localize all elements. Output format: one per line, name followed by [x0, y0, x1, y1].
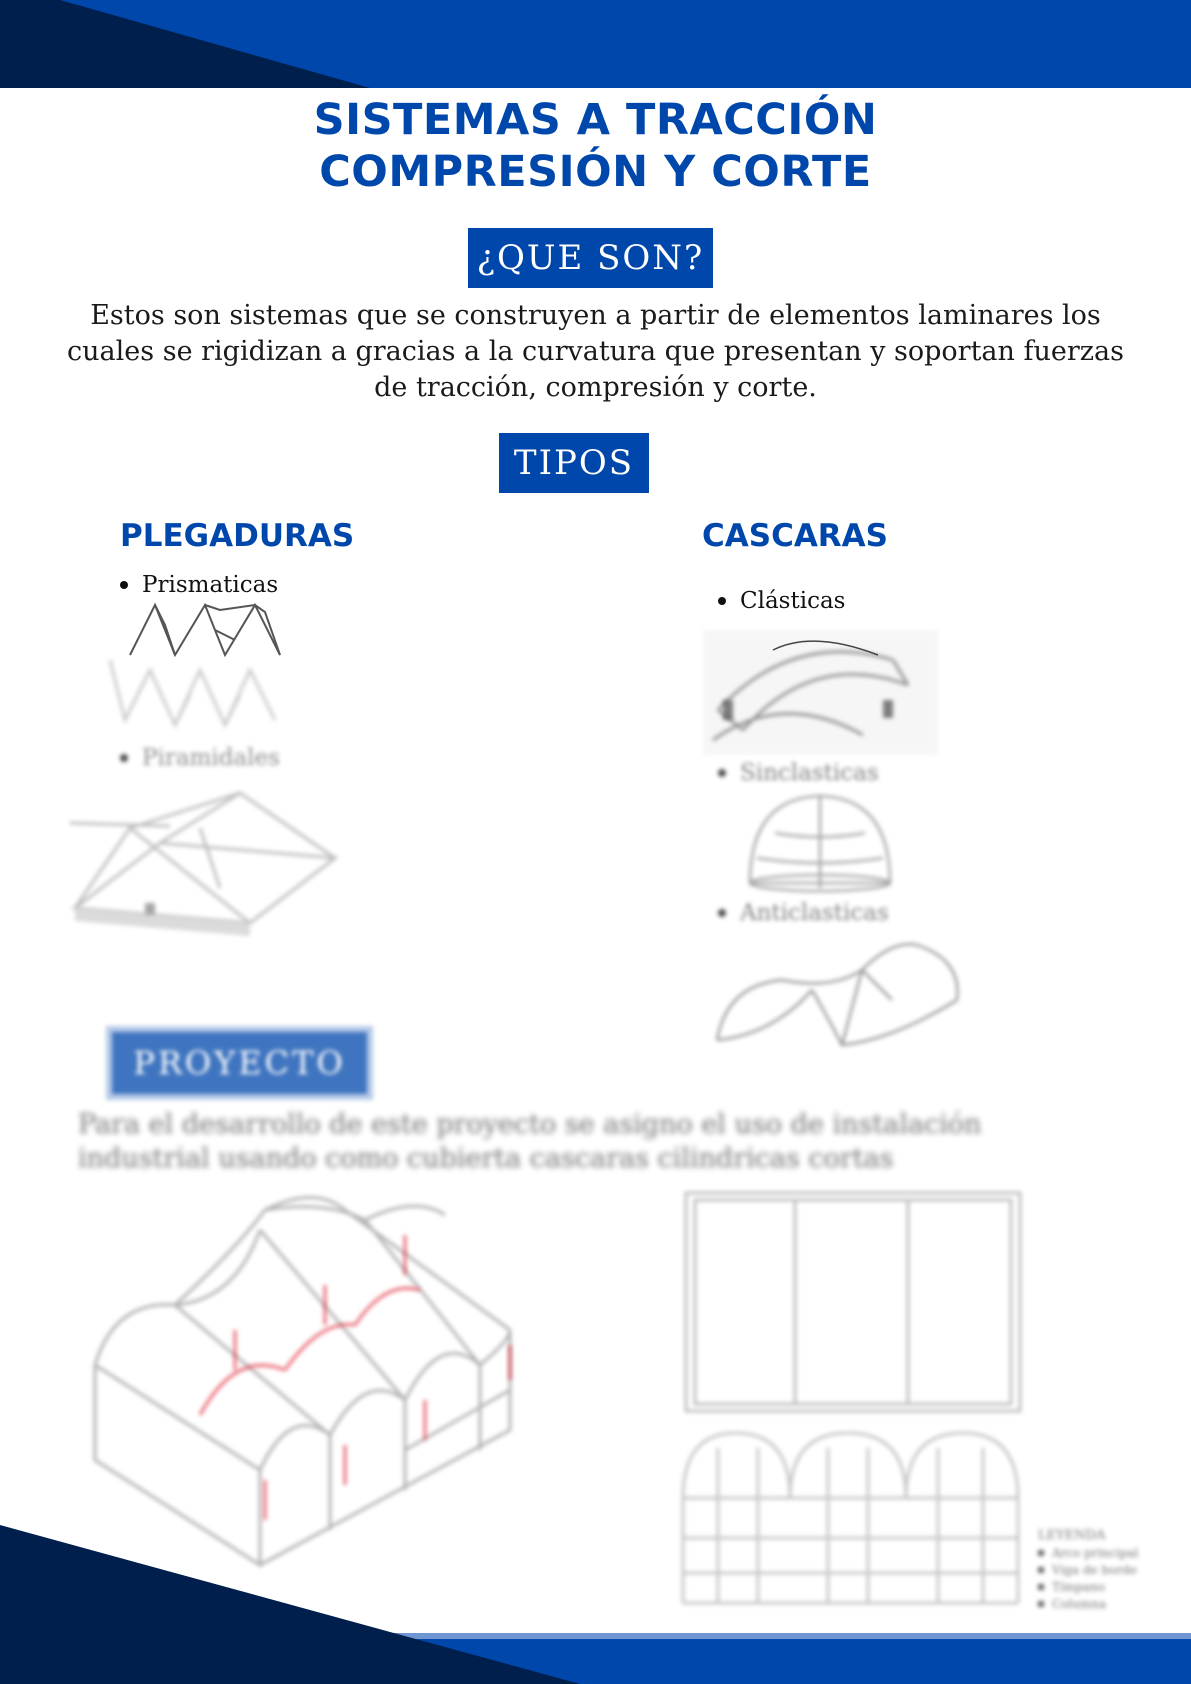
plan-view-drawing [683, 1190, 1023, 1415]
pyramidal-roof-drawing [70, 788, 340, 938]
bullet-icon [718, 597, 726, 605]
list-item-label: Prismaticas [142, 572, 279, 598]
list-item-prismaticas [120, 572, 278, 598]
legend-item: Arco principal [1038, 1546, 1138, 1560]
bullet-icon [120, 754, 128, 762]
list-item-clasticas [718, 588, 845, 614]
bullet-icon [120, 581, 128, 589]
title-line-1: SISTEMAS A TRACCIÓN [313, 95, 878, 145]
bullet-icon [718, 909, 726, 917]
list-item-label: Clásticas [740, 588, 846, 614]
legend-item: Viga de borde [1038, 1563, 1138, 1577]
legend-item: Tímpano [1038, 1580, 1138, 1594]
legend-item: Columna [1038, 1597, 1138, 1611]
intro-paragraph: Estos son sistemas que se construyen a partir de elementos laminares los cuales se rigidizan a gracias a la curvatura que presentan y soportan fuerzas de tracción, compresión y corte. [67, 300, 1124, 403]
proyecto-heading: PROYECTO [112, 1032, 367, 1094]
list-item-label: Sinclasticas [740, 760, 879, 786]
list-item-anticlasticas [718, 900, 889, 926]
clastic-shell-drawing [703, 630, 938, 755]
que-son-heading: ¿QUE SON? [468, 228, 713, 288]
list-item-piramidales [120, 745, 280, 771]
synclastic-dome-drawing [745, 793, 895, 893]
tipos-heading: TIPOS [499, 433, 649, 493]
cascaras-heading: CASCARAS [702, 518, 888, 554]
anticlastic-saddle-drawing [712, 930, 967, 1050]
header-band [0, 0, 1191, 88]
list-item-label: Anticlasticas [740, 900, 889, 926]
list-item-sinclasticas [718, 760, 879, 786]
legend-title: LEYENDA [1038, 1528, 1106, 1543]
title-line-2: COMPRESIÓN Y CORTE [319, 147, 872, 197]
prismatic-fold-drawing [105, 600, 315, 730]
footer-band [0, 1500, 1191, 1684]
plegaduras-heading: PLEGADURAS [120, 518, 355, 554]
bullet-icon [718, 769, 726, 777]
list-item-label: Piramidales [142, 745, 280, 771]
page-title [0, 94, 1191, 198]
proyecto-paragraph: Para el desarrollo de este proyecto se asigno el uso de instalación industrial usando como cubierta cascaras cilindricas cortas [78, 1109, 982, 1174]
